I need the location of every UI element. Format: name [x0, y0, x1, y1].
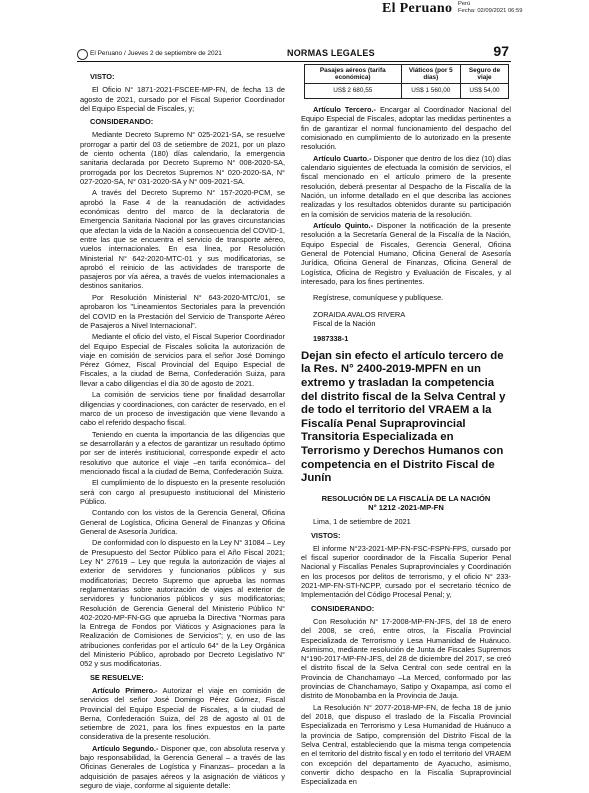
article-text: Encargar al Coordinador Nacional del Equipo Especial de Fiscales, adoptar las medidas pertinentes a fin de garantizar el normal funcionamiento del despacho del comisionado en cumplimiento de lo autorizado en la presente resolución. — [301, 105, 511, 152]
paragraph: El informe N°23-2021-MP-FN-FSC-FSPN-FPS, cursado por el fiscal superior coordinador de la Fiscalía Superior Penal Nacional y Fiscalías Penales Supraprovinciales y Coordinación en los procesos por delitos de terrorismo, y el oficio N° 233-2021-MP-FN-STI-NCPP, cursado por el secretario técnico de Implementación del Código Procesal Penal; y, — [301, 543, 511, 600]
article-paragraph — [301, 105, 511, 151]
se-resuelve-heading: SE RESUELVE: — [90, 672, 144, 682]
date-line: Lima, 1 de setiembre de 2021 — [313, 517, 411, 527]
article-label: Artículo Segundo.- — [92, 743, 159, 753]
table-header-cell: Pasajes aéreos (tarifa económica) — [305, 65, 402, 84]
paragraph: De conformidad con lo dispuesto en la Ley N° 31084 – Ley de Presupuesto del Sector Público para el Año Fiscal 2021; Ley N° 27619 – Ley que regula la autorización de viajes al exterior de servidores y funcionarios públicos y sus modificatorias; Decreto Supremo que aprueba las normas reglamentarias sobre autorización de viajes al exterior de servidores y funcionarios públicos y sus modificatorias; Resolución de Gerencia General del Ministerio Público N° 402-2020-MP-FN-GG que aprueba la Directiva "Normas para la Entrega de Fondos por Viáticos y Asignaciones para la Realización de Comisiones de Servicios"; y, en uso de las atribuciones conferidas por el artículo 64° de la Ley Orgánica del Ministerio Público, aprobado por Decreto Legislativo N° 052 y sus modificatorias. — [80, 538, 285, 669]
header-publication-date: El Peruano / Jueves 2 de septiembre de 2021 — [90, 50, 222, 57]
article-paragraph — [80, 686, 285, 742]
article-text: Disponer la notificación de la presente resolución a la Secretaría General de la Fiscalía de la Nación, Equipo Especial de Fiscales, Gerencia General, Oficina General de Potencial Humano, Oficina General de Asesoría Jurídica, Oficina General de Finanzas, Oficina General de Logística, Oficina de Registro y Evaluación de Fiscales, y al interesado, para los fines pertinentes. — [301, 221, 512, 286]
resolution-title — [301, 494, 511, 513]
right-column — [301, 68, 511, 789]
visto-heading: VISTO: — [90, 72, 115, 81]
article-label: Artículo Tercero.- — [313, 105, 376, 115]
closing-formula: Regístrese, comuníquese y publíquese. — [313, 293, 444, 303]
paragraph: El cumplimiento de lo dispuesto en la presente resolución será con cargo al presupuesto institucional del Ministerio Público. — [80, 478, 285, 506]
signer-title: Fiscal de la Nación — [313, 319, 376, 329]
article-paragraph — [301, 221, 511, 286]
article-paragraph — [301, 154, 511, 219]
masthead — [0, 0, 589, 18]
coat-of-arms-icon — [77, 49, 88, 60]
resolution-headline: Dejan sin efecto el artículo tercero de la Res. N° 2400-2019-MPFN en un extremo y trasladan la competencia del distrito fiscal de la Selva Central y de todo el territorio del VRAEM a la Fiscalía Penal Supraprovincial Transitoria Especializada en Terrorismo y Derechos Humanos con competencia en el Distrito Fiscal de Junín — [301, 349, 506, 485]
travel-costs-table — [304, 64, 509, 99]
paragraph: Mediante el oficio del visto, el Fiscal Superior Coordinador del Equipo Especial de Fiscales solicita la autorización de viaje en comisión de servicios para el señor José Domingo Pérez Gómez, Fiscal Provincial del Equipo Especial de Fiscales, a la ciudad de Berna, Confederación Suiza, para llevar a cabo diligencias el día 30 de agosto de 2021. — [80, 332, 285, 388]
paragraph: Por Resolución Ministerial N° 643-2020-MTC/01, se aprobaron los "Lineamientos Sectoriales para la prevención del COVID en la Prestación del Servicio de Transporte Aéreo de Pasajeros a Nivel Internacional". — [80, 292, 285, 330]
signer-name: ZORAIDA AVALOS RIVERA — [313, 309, 406, 319]
resolution-title-line: RESOLUCIÓN DE LA FISCALÍA DE LA NACIÓN — [321, 493, 491, 503]
table-cell: US$ 2 680,55 — [305, 84, 402, 99]
paragraph: Mediante Decreto Supremo N° 025-2021-SA, se resuelve prorrogar a partir del 03 de setiembre de 2021, por un plazo de ciento ochenta (180) días calendario, la emergencia sanitaria declarada por Decreto Supremo N° 008-2020-SA, prorrogada por los Decretos Supremos N° 020-2020-SA, N° 027-2020-SA, N° 031-2020-SA y N° 009-2021-SA. — [80, 130, 285, 186]
table-header-cell: Viáticos (por 5 días) — [401, 65, 460, 84]
article-label: Artículo Primero.- — [92, 685, 158, 695]
header-section-title: NORMAS LEGALES — [287, 48, 375, 58]
article-text: Disponer que dentro de los diez (10) días calendario siguientes de efectuada la comisión de servicios, el fiscal mencionado en el artículo primero de la presente resolución, deberá presentar al Despacho de la Fiscalía de la Nación, un informe detallado en el que describa las acciones realizadas y los resultados obtenidos durante su participación en la comisión de servicios materia de la resolución. — [301, 153, 511, 219]
page-number: 97 — [493, 43, 509, 59]
running-header — [77, 45, 511, 62]
paragraph: Contando con los vistos de la Gerencia General, Oficina General de Logística, Oficina General de Finanzas y Oficina General de Asesoría Jurídica. — [80, 508, 285, 536]
table-row — [305, 84, 509, 99]
paragraph: El Oficio N° 1871-2021-FSCEE-MP-FN, de fecha 13 de agosto de 2021, cursado por el Fiscal Superior Coordinador del Equipo Especial de Fiscales, y; — [80, 85, 285, 113]
table-header-cell: Seguro de viaje — [461, 65, 509, 84]
paragraph: A través del Decreto Supremo N° 157-2020-PCM, se aprobó la Fase 4 de la reanudación de actividades económicas dentro del marco de la declaratoria de Emergencia Sanitaria Nacional por las graves circunstancias que afectan la vida de la Nación a consecuencia del COVID-1, entre las que se encuentra el servicio de transporte aéreo, vuelos internacionales. En esa línea, por Resolución Ministerial N° 642-2020-MTC-01 y sus modificatorias, se aprobó el reinicio de las actividades de transporte de pasajeros por vía aérea, a través de vuelos internacionales a destinos sanitarios. — [80, 188, 285, 291]
article-label: Artículo Cuarto.- — [313, 153, 372, 163]
reference-number: 1987338-1 — [313, 334, 349, 344]
considerando-heading: CONSIDERANDO: — [311, 603, 375, 613]
print-country: Perú — [458, 1, 471, 7]
print-date: Fecha: 02/09/2021 06:59 — [458, 7, 523, 14]
el-peruano-logo: El Peruano — [382, 1, 453, 16]
paragraph: La comisión de servicios tiene por finalidad desarrollar diligencias y coordinaciones, con carácter de reservado, en el marco de un proceso de investigación que viene llevando a cabo el referido despacho fiscal. — [80, 390, 285, 428]
vistos-heading: VISTOS: — [311, 530, 341, 540]
table-cell: US$ 1 560,00 — [401, 84, 460, 99]
paragraph: La Resolución N° 2077-2018-MP-FN, de fecha 18 de junio del 2018, que dispuso el traslado de la Fiscalía Provincial Especializada en Terrorismo y Lesa Humanidad de Huánuco a la provincia de Satipo, comprensión del Distrito Fiscal de la Selva Central, estableciendo que la misma tenga competencia en el territorio del distrito fiscal y en todo el territorio del VRAEM con excepción del departamento de Ayacucho, asimismo, convertir dicho despacho en la Fiscalía Supraprovincial Especializada en — [301, 702, 511, 787]
left-column — [80, 68, 285, 793]
print-date-stamp — [458, 1, 522, 14]
article-text: Disponer que, con absoluta reserva y bajo responsabilidad, la Gerencia General – a través de las Oficinas Generales de Logística y Finanzas– procedan a la adquisición de pasajes aéreos y la asignación de viáticos y seguro de viaje, conforme al siguiente detalle: — [80, 743, 285, 791]
resolution-number: N° 1212 -2021-MP-FN — [368, 503, 444, 512]
article-paragraph — [80, 744, 285, 790]
article-label: Artículo Quinto.- — [313, 221, 374, 231]
article-text: Autorizar el viaje en comisión de servicios del señor José Domingo Pérez Gómez, Fiscal Provincial del Equipo Especial de Fiscales, a la ciudad de Berna, Confederación Suiza, del 28 de agosto al 01 de setiembre de 2021, para los fines expuestos en la parte considerativa de la presente resolución. — [80, 685, 285, 742]
considerando-heading: CONSIDERANDO: — [90, 117, 154, 127]
paragraph: Teniendo en cuenta la importancia de las diligencias que se desarrollarán y a efectos de garantizar un resultado óptimo por ser de interés institucional, corresponde expedir el acto resolutivo que autorice el viaje –en tarifa económica– del mencionado fiscal a la ciudad de Berna, Confederación Suiza. — [80, 429, 285, 476]
paragraph: Con Resolución N° 17-2008-MP-FN-JFS, del 18 de enero del 2008, se creó, entre otros, la Fiscalía Provincial Especializada de Terrorismo y Lesa Humanidad de Huánuco. Asimismo, mediante resolución de Junta de Fiscales Supremos N°190-2017-MP-FN-JFS, del 28 de diciembre del 2017, se creó el distrito fiscal de la Selva Central con sede central en la Provincia de Chanchamayo –La Merced, conformado por las provincias de Chanchamayo, Satipo y Oxapampa, así como el distrito de Monobamba en la Provincia de Jauja. — [301, 616, 511, 701]
table-cell: US$ 54,00 — [461, 84, 509, 99]
